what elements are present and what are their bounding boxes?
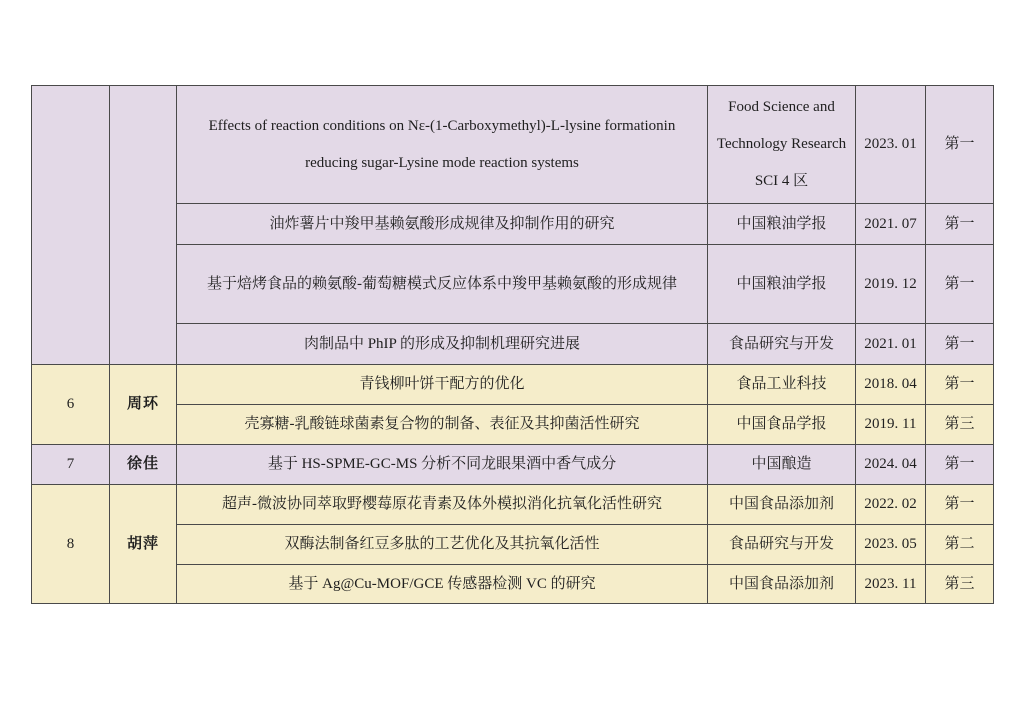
row-number-cell: 8 [32, 485, 110, 604]
date-cell: 2023. 11 [856, 565, 926, 604]
author-rank-cell: 第一 [926, 204, 994, 245]
table-row [32, 405, 994, 445]
paper-title-cell: 基于 Ag@Cu-MOF/GCE 传感器检测 VC 的研究 [177, 565, 708, 604]
author-rank-cell: 第三 [926, 405, 994, 445]
paper-title-cell: 青钱柳叶饼干配方的优化 [177, 365, 708, 405]
author-name-cell [110, 86, 177, 365]
publications-table [31, 85, 994, 604]
journal-cell: 中国食品添加剂 [708, 565, 856, 604]
date-cell: 2018. 04 [856, 365, 926, 405]
journal-cell: 中国食品添加剂 [708, 485, 856, 525]
date-cell: 2021. 01 [856, 324, 926, 365]
author-rank-cell: 第一 [926, 445, 994, 485]
table-row [32, 86, 994, 204]
journal-cell: 中国粮油学报 [708, 245, 856, 324]
author-rank-cell: 第一 [926, 324, 994, 365]
table-row [32, 445, 994, 485]
author-rank-cell: 第一 [926, 485, 994, 525]
author-rank-cell: 第一 [926, 86, 994, 204]
author-name-cell: 周环 [110, 365, 177, 445]
date-cell: 2019. 12 [856, 245, 926, 324]
author-rank-cell: 第三 [926, 565, 994, 604]
paper-title-cell: 基于焙烤食品的赖氨酸-葡萄糖模式反应体系中羧甲基赖氨酸的形成规律 [177, 245, 708, 324]
journal-cell: 食品研究与开发 [708, 525, 856, 565]
journal-cell: 食品工业科技 [708, 365, 856, 405]
author-rank-cell: 第一 [926, 365, 994, 405]
table-row [32, 565, 994, 604]
journal-cell: 中国粮油学报 [708, 204, 856, 245]
table-row [32, 365, 994, 405]
author-name-cell: 徐佳 [110, 445, 177, 485]
journal-cell: 食品研究与开发 [708, 324, 856, 365]
row-number-cell: 6 [32, 365, 110, 445]
journal-cell: Food Science and Technology Research SCI 4 区 [708, 86, 856, 204]
table-row [32, 525, 994, 565]
date-cell: 2023. 01 [856, 86, 926, 204]
journal-cell: 中国食品学报 [708, 405, 856, 445]
date-cell: 2024. 04 [856, 445, 926, 485]
author-rank-cell: 第二 [926, 525, 994, 565]
table-row [32, 485, 994, 525]
table-row [32, 245, 994, 324]
paper-title-cell: 基于 HS-SPME-GC-MS 分析不同龙眼果酒中香气成分 [177, 445, 708, 485]
date-cell: 2019. 11 [856, 405, 926, 445]
row-number-cell [32, 86, 110, 365]
journal-cell: 中国酿造 [708, 445, 856, 485]
table-row [32, 204, 994, 245]
date-cell: 2022. 02 [856, 485, 926, 525]
paper-title-cell: 双酶法制备红豆多肽的工艺优化及其抗氧化活性 [177, 525, 708, 565]
paper-title-cell: 壳寡糖-乳酸链球菌素复合物的制备、表征及其抑菌活性研究 [177, 405, 708, 445]
author-name-cell: 胡萍 [110, 485, 177, 604]
date-cell: 2023. 05 [856, 525, 926, 565]
paper-title-cell: 肉制品中 PhIP 的形成及抑制机理研究进展 [177, 324, 708, 365]
paper-title-cell: 油炸薯片中羧甲基赖氨酸形成规律及抑制作用的研究 [177, 204, 708, 245]
table-row [32, 324, 994, 365]
paper-title-cell: Effects of reaction conditions on Nε-(1-Carboxymethyl)-L-lysine formationin reducing sugar-Lysine mode reaction systems [177, 86, 708, 204]
date-cell: 2021. 07 [856, 204, 926, 245]
author-rank-cell: 第一 [926, 245, 994, 324]
paper-title-cell: 超声-微波协同萃取野樱莓原花青素及体外模拟消化抗氧化活性研究 [177, 485, 708, 525]
row-number-cell: 7 [32, 445, 110, 485]
